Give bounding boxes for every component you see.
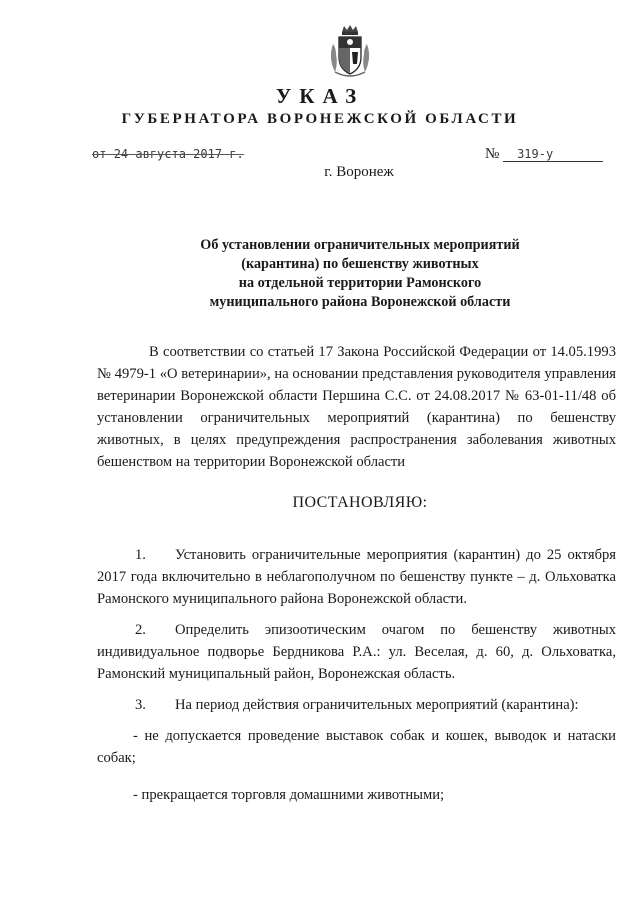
subject-line: на отдельной территории Рамонского [238, 275, 482, 291]
decree-number-value: 319-у [503, 147, 603, 162]
clause-2 [97, 619, 616, 685]
coat-of-arms-icon [326, 24, 374, 82]
clauses-list [97, 544, 616, 821]
sub-item: - прекращается торговля домашними животными; [133, 787, 445, 803]
clause-3 [97, 694, 616, 716]
sub-item: - не допускается проведение выставок собак и кошек, выводок и натаски собак; [97, 728, 616, 766]
preamble [97, 341, 616, 473]
clause-number: 2. [135, 622, 146, 638]
decree-date-value: 24 августа 2017 [113, 147, 223, 161]
issue-city: г. Воронеж [324, 164, 394, 180]
subject-line: муниципального района Воронежской области [209, 294, 511, 310]
clause-number: 1. [135, 547, 146, 563]
decree-issuer: ГУБЕРНАТОРА ВОРОНЕЖСКОЙ ОБЛАСТИ [121, 111, 519, 127]
clause-text: Установить ограничительные мероприятия (карантин) до 25 октября 2017 года включительно в неблагополучном по бешенству пункте – д. Ольховатка Рамонского муниципального района Воронежской области. [97, 547, 616, 607]
clause-number: 3. [135, 697, 146, 713]
subject-line: Об установлении ограничительных мероприятий [200, 237, 520, 253]
clause-text: Определить эпизоотическим очагом по бешенству животных индивидуальное подворье Бердникова Р.А.: ул. Веселая, д. 60, д. Ольховатка, Рамонский муниципальный район, Воронежская область. [97, 622, 616, 682]
clause-text: На период действия ограничительных мероприятий (карантина): [175, 697, 579, 713]
decree-number: № 319-у [485, 146, 603, 163]
decree-subject [150, 236, 570, 312]
resolve-heading: ПОСТАНОВЛЯЮ: [292, 494, 428, 511]
decree-date: от 24 августа 2017 г. [92, 147, 244, 161]
preamble-text: В соответствии со статьей 17 Закона Российской Федерации от 14.05.1993 № 4979-1 «О ветеринарии», на основании представления руководителя управления ветеринарии Воронежской области Першина С.С. от 24.08.2017 № 63-01-11/48 об установлении ограничительных мероприятий (карантина) по бешенству животных, в целях предупреждения распространения заболевания животных бешенством на территории Воронежской области [97, 344, 616, 470]
subject-line: (карантина) по бешенству животных [241, 256, 479, 272]
clause-1 [97, 544, 616, 610]
decree-title: УКАЗ [275, 84, 365, 108]
